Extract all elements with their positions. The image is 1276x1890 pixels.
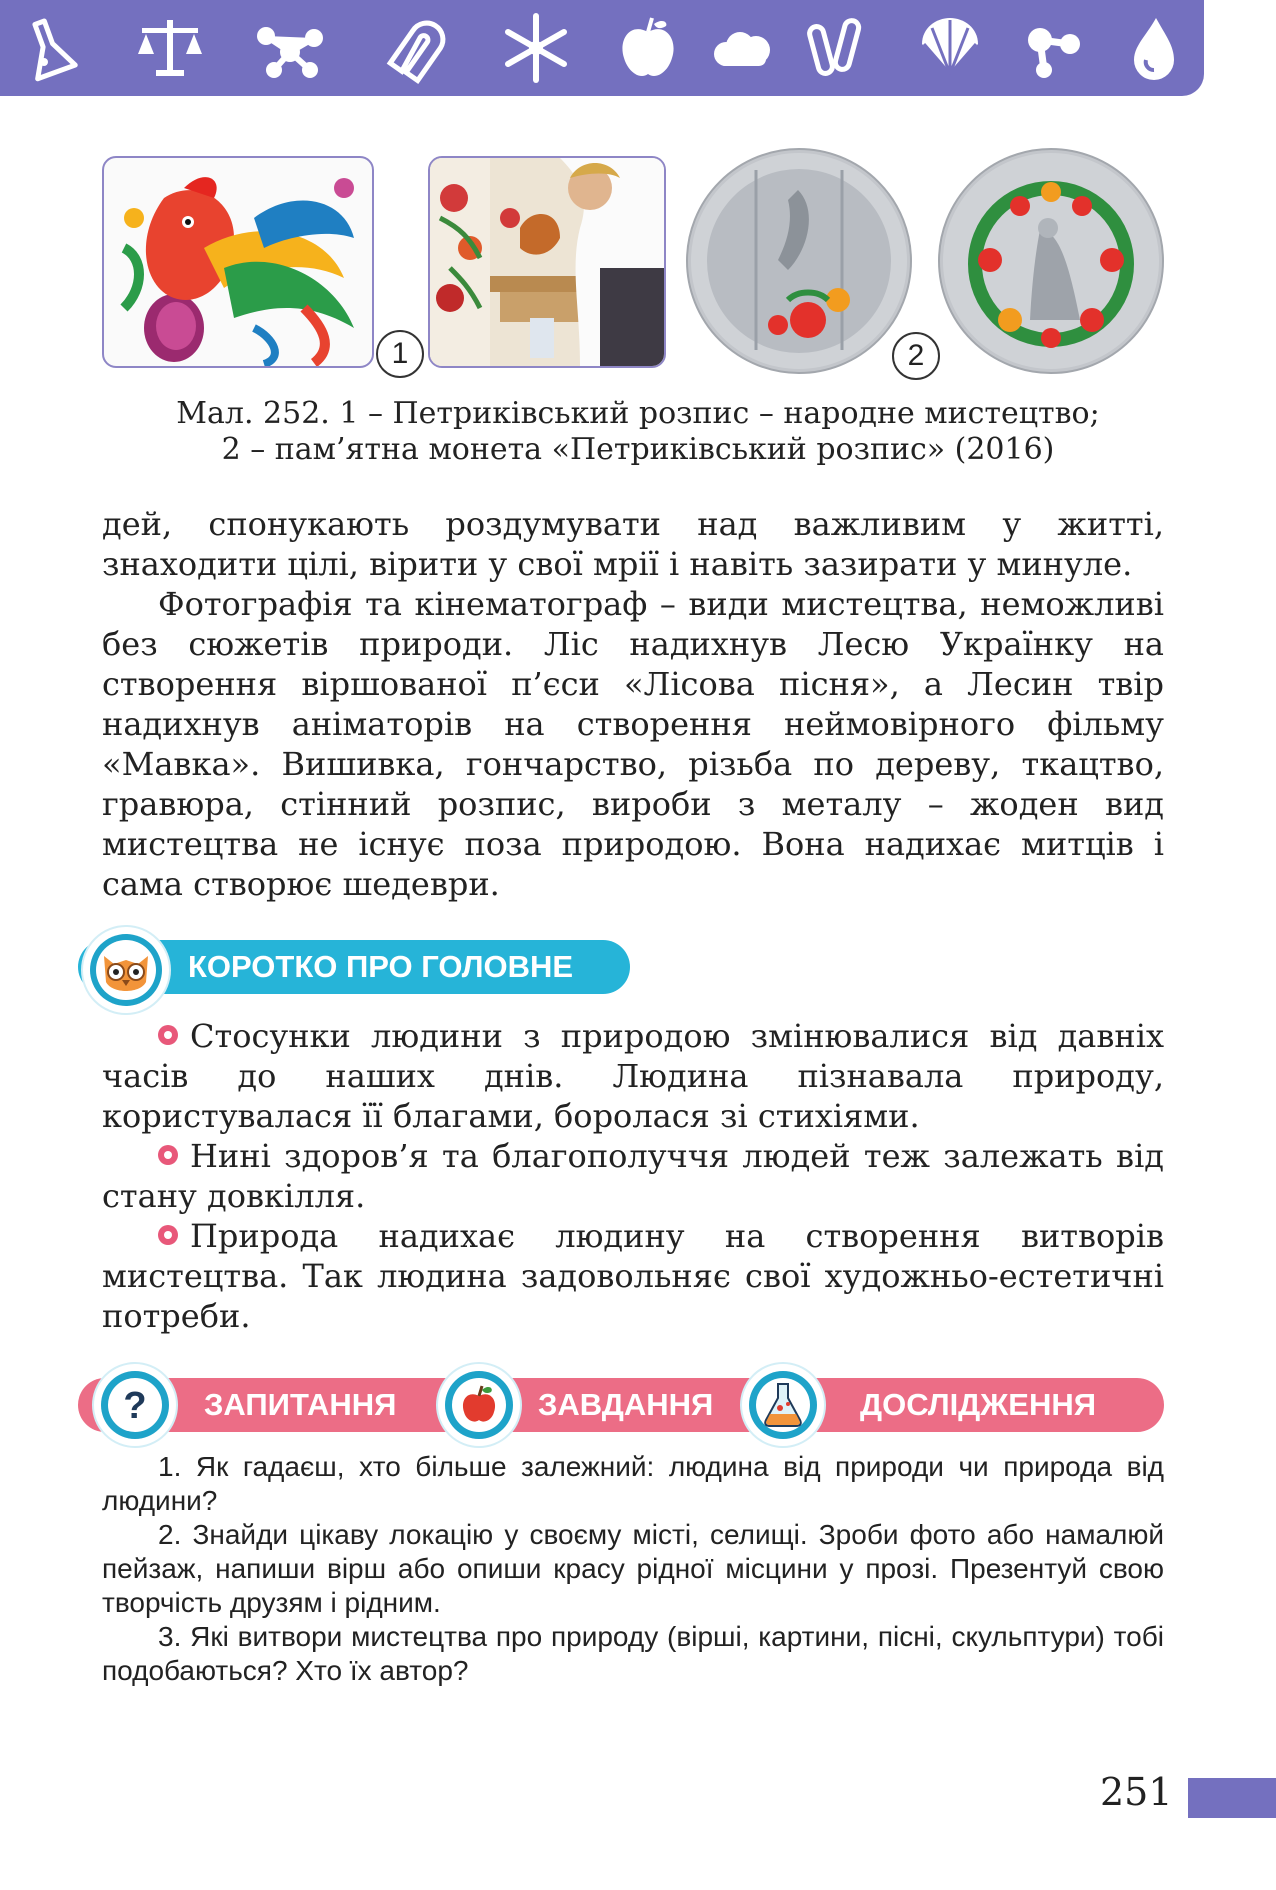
page-tab xyxy=(1188,1778,1276,1818)
bullet-icon xyxy=(158,1225,178,1245)
figure-caption xyxy=(100,396,1176,468)
artist-painting-wall-image xyxy=(428,156,666,368)
questions-label: ЗАПИТАННЯ xyxy=(204,1387,397,1422)
apple-task-icon xyxy=(436,1362,522,1448)
summary-item: Стосунки людини з природою змінювалися від давніх часів до наших днів. Людина пізнавала природу, користувалася її благами, боролася зі стихіями. xyxy=(102,1017,1164,1135)
clouds-icon xyxy=(704,10,780,86)
snowflake-icon xyxy=(498,10,574,86)
figure-label-1: 1 xyxy=(376,330,424,378)
shell-icon xyxy=(912,10,988,86)
owl-icon xyxy=(80,924,172,1016)
tasks-label: ЗАВДАННЯ xyxy=(538,1387,714,1422)
coin-reverse-image xyxy=(938,148,1164,374)
magnet-icon xyxy=(380,10,456,86)
dumbbell-molecule-icon xyxy=(1020,10,1096,86)
question-mark-icon xyxy=(92,1362,178,1448)
question-item: 2. Знайди цікаву локацію у своєму місті, селищі. Зроби фото або намалюй пейзаж, напиши вірш або опиши красу рідної місцини у прозі. Презентуй свою творчість друзям і рідним. xyxy=(102,1519,1164,1618)
test-tubes-icon xyxy=(800,10,876,86)
summary-title: КОРОТКО ПРО ГОЛОВНЕ xyxy=(188,949,574,984)
molecule-icon xyxy=(252,10,328,86)
drop-icon xyxy=(1116,10,1192,86)
paragraph-1: дей, спонукають роздумувати над важливим у житті, знаходити цілі, вірити у свої мрії і навіть зазирати у минуле. xyxy=(102,505,1164,583)
header-bar xyxy=(0,0,1204,96)
coin-obverse-image xyxy=(686,148,912,374)
paragraph-2: Фотографія та кінематограф – види мистецтва, неможливі без сюжетів природи. Ліс надихнув Лесю Українку на створення віршованої п’єси «Лісова пісня», а Лесин твір надихнув аніматорів на створення неймовірного фільму «Мавка». Вишивка, гончарство, різьба по дереву, ткацтво, гравюра, стінний розпис, вироби з металу – жоден вид мистецтва не існує поза природою. Вона надихає митців і сама створює шедеври. xyxy=(102,585,1164,903)
caption-line-2: 2 – пам’ятна монета «Петриківський розпис» (2016) xyxy=(221,432,1055,467)
research-flask-icon xyxy=(740,1362,826,1448)
bullet-icon xyxy=(158,1025,178,1045)
summary-item: Нині здоров’я та благополуччя людей теж залежать від стану довкілля. xyxy=(102,1137,1164,1215)
summary-item: Природа надихає людину на створення витворів мистецтва. Так людина задовольняє свої художньо-естетичні потреби. xyxy=(102,1217,1164,1335)
question-item: 3. Які витвори мистецтва про природу (вірші, картини, пісні, скульптури) тобі подобаються? Хто їх автор? xyxy=(102,1621,1164,1686)
research-label: ДОСЛІДЖЕННЯ xyxy=(860,1387,1097,1422)
caption-line-1: Мал. 252. 1 – Петриківський розпис – народне мистецтво; xyxy=(176,396,1100,431)
svg-text:?: ? xyxy=(123,1385,147,1427)
figure-label-2: 2 xyxy=(892,332,940,380)
questions-list xyxy=(102,1450,1164,1688)
flask-icon xyxy=(14,10,90,86)
page-number: 251 xyxy=(1100,1770,1173,1814)
body-text xyxy=(102,504,1164,904)
question-item: 1. Як гадаєш, хто більше залежний: людина від природи чи природа від людини? xyxy=(102,1451,1164,1516)
bullet-icon xyxy=(158,1145,178,1165)
apple-icon xyxy=(610,10,686,86)
scales-icon xyxy=(132,10,208,86)
petrykivka-painting-image xyxy=(102,156,374,368)
summary-list xyxy=(102,1016,1164,1336)
